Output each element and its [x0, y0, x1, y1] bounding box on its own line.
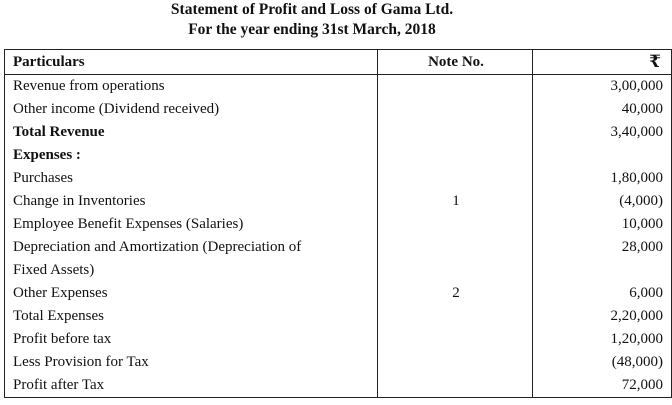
- row-note: [378, 236, 533, 259]
- table-row: [5, 328, 672, 351]
- table-row: [5, 75, 672, 99]
- profit-loss-table: [4, 49, 672, 398]
- row-particulars: Profit before tax: [5, 328, 378, 351]
- row-note: [378, 259, 533, 282]
- amount-header: ₹: [533, 50, 672, 75]
- row-particulars: Depreciation and Amortization (Depreciation of: [5, 236, 378, 259]
- table-row: [5, 98, 672, 121]
- row-amount: (48,000): [533, 351, 672, 374]
- particulars-header: Particulars: [5, 50, 378, 75]
- row-particulars: Total Revenue: [5, 121, 378, 144]
- statement-title: Statement of Profit and Loss of Gama Ltd.: [170, 1, 454, 18]
- table-row: [5, 213, 672, 236]
- table-row: [5, 351, 672, 374]
- row-amount: 40,000: [533, 98, 672, 121]
- row-note: 2: [378, 282, 533, 305]
- table-row: [5, 259, 672, 282]
- table-row: [5, 144, 672, 167]
- row-note: [378, 305, 533, 328]
- row-particulars: Other Expenses: [5, 282, 378, 305]
- row-particulars: Profit after Tax: [5, 374, 378, 398]
- row-amount: 3,00,000: [533, 75, 672, 99]
- row-particulars: Less Provision for Tax: [5, 351, 378, 374]
- row-amount: 72,000: [533, 374, 672, 398]
- row-note: [378, 75, 533, 99]
- row-amount: 10,000: [533, 213, 672, 236]
- row-particulars: Change in Inventories: [5, 190, 378, 213]
- table-row: [5, 190, 672, 213]
- table-row: [5, 121, 672, 144]
- row-amount: 6,000: [533, 282, 672, 305]
- table-row: [5, 282, 672, 305]
- row-particulars: Employee Benefit Expenses (Salaries): [5, 213, 378, 236]
- row-amount: 28,000: [533, 236, 672, 259]
- row-note: [378, 144, 533, 167]
- table-row: [5, 236, 672, 259]
- row-note: [378, 328, 533, 351]
- row-note: [378, 121, 533, 144]
- row-particulars: Revenue from operations: [5, 75, 378, 99]
- row-particulars: Other income (Dividend received): [5, 98, 378, 121]
- table-row: [5, 305, 672, 328]
- note-no-header: Note No.: [378, 50, 533, 75]
- statement-subtitle: For the year ending 31st March, 2018: [188, 21, 436, 38]
- table-row: [5, 374, 672, 398]
- row-particulars: Total Expenses: [5, 305, 378, 328]
- table-row: [5, 167, 672, 190]
- row-amount: 3,40,000: [533, 121, 672, 144]
- row-particulars: Purchases: [5, 167, 378, 190]
- row-amount: [533, 259, 672, 282]
- row-note: [378, 351, 533, 374]
- row-note: [378, 98, 533, 121]
- row-note: [378, 213, 533, 236]
- row-particulars: Expenses :: [5, 144, 378, 167]
- row-note: 1: [378, 190, 533, 213]
- row-note: [378, 374, 533, 398]
- row-particulars: Fixed Assets): [5, 259, 378, 282]
- row-amount: (4,000): [533, 190, 672, 213]
- row-amount: 2,20,000: [533, 305, 672, 328]
- row-amount: 1,80,000: [533, 167, 672, 190]
- row-amount: [533, 144, 672, 167]
- row-amount: 1,20,000: [533, 328, 672, 351]
- table-header-row: [5, 50, 672, 75]
- row-note: [378, 167, 533, 190]
